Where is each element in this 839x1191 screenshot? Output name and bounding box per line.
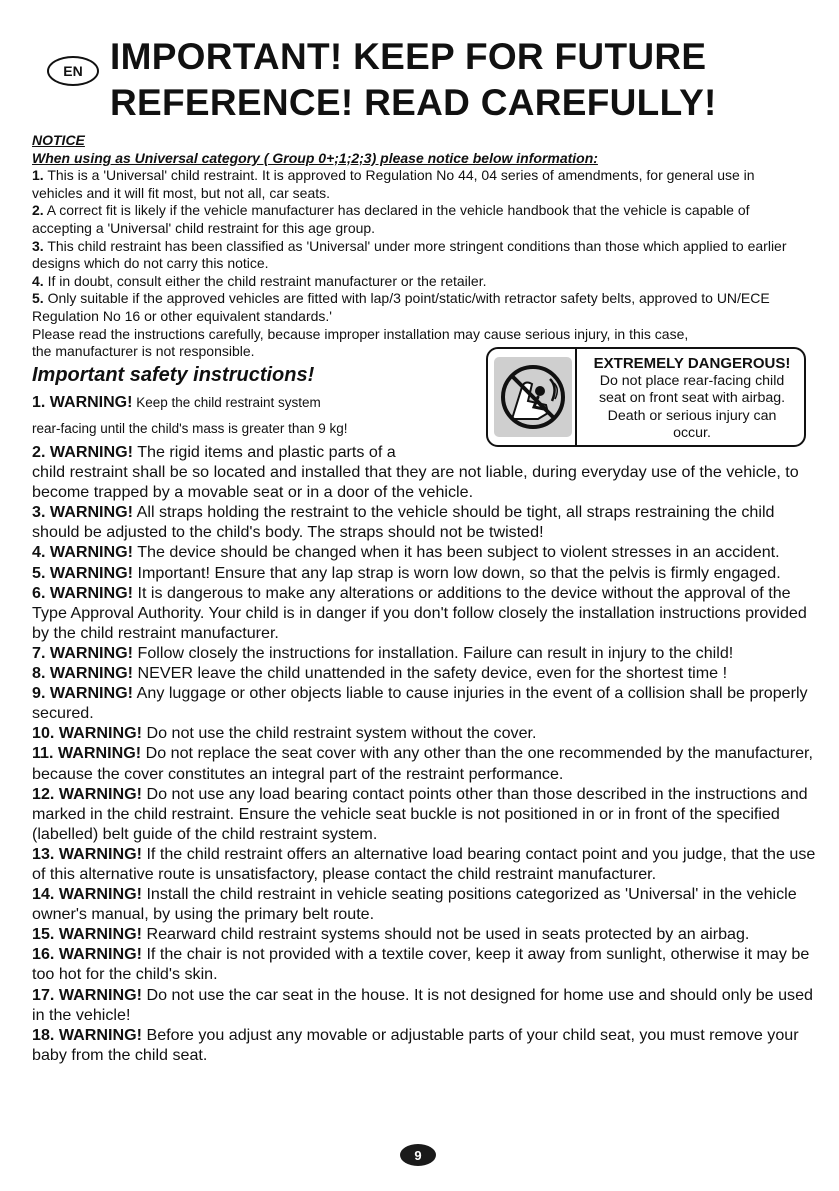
notice-section bbox=[32, 132, 804, 361]
warning-text: NEVER leave the child unattended in the safety device, even for the shortest time ! bbox=[133, 664, 728, 683]
notice-item-text: This is a 'Universal' child restraint. It is approved to Regulation No 44, 04 series of amendments, for general use in vehicles and it will fit most, but not all, car seats. bbox=[32, 167, 755, 201]
notice-item-text: If in doubt, consult either the child restraint manufacturer or the retailer. bbox=[43, 272, 487, 289]
danger-box-line-3: Death or serious injury can bbox=[607, 407, 777, 424]
danger-box-line-1: Do not place rear-facing child bbox=[599, 372, 785, 389]
warning-text-continued: rear-facing until the child's mass is greater than 9 kg! bbox=[32, 421, 348, 436]
warning-text: Do not use any load bearing contact points other than those described in the instructions and marked in the child restraint. Ensure the vehicle seat buckle is not positioned in or in front of the specified (labelled) belt guide of the child restraint system. bbox=[32, 784, 808, 843]
warning-text: The device should be changed when it has been subject to violent stresses in an accident. bbox=[133, 543, 780, 562]
warning-text: If the child restraint offers an alternative load bearing contact point and you judge, that the use of this alternative route is unsatisfactory, please contact the child restraint manufacturer. bbox=[32, 844, 816, 883]
warning-label: 14. WARNING! bbox=[32, 885, 142, 904]
warning-item bbox=[32, 924, 822, 944]
page-title bbox=[110, 34, 830, 126]
notice-item-number: 5. bbox=[32, 290, 44, 307]
warning-label: 6. WARNING! bbox=[32, 583, 134, 602]
notice-item-text: Only suitable if the approved vehicles are fitted with lap/3 point/static/with retractor safety belts, approved to UN/ECE Regulation No 16 or other equivalent standards.' bbox=[32, 290, 770, 324]
warning-text: Rearward child restraint systems should not be used in seats protected by an airbag. bbox=[141, 925, 750, 944]
warning-text: Install the child restraint in vehicle seating positions categorized as 'Universal' in the vehicle owner's manual, by using the primary belt route. bbox=[32, 885, 797, 924]
warning-item bbox=[32, 442, 442, 462]
warning-label: 3. WARNING! bbox=[32, 503, 134, 522]
warning-item bbox=[32, 683, 822, 723]
warning-item bbox=[32, 884, 822, 924]
danger-box-divider bbox=[575, 349, 577, 445]
warning-text: All straps holding the restraint to the vehicle should be tight, all straps restraining the child should be adjusted to the child's body. The straps should not be twisted! bbox=[32, 503, 775, 542]
notice-item bbox=[32, 290, 804, 325]
notice-title: NOTICE bbox=[32, 132, 85, 148]
warning-text: Do not use the child restraint system without the cover. bbox=[141, 724, 537, 743]
warning-label: 9. WARNING! bbox=[32, 684, 134, 703]
warning-text: Follow closely the instructions for installation. Failure can result in injury to the child! bbox=[133, 643, 734, 662]
warning-text: Keep the child restraint system bbox=[132, 395, 321, 410]
danger-box-title: EXTREMELY DANGEROUS! bbox=[593, 355, 791, 372]
warning-item bbox=[32, 663, 822, 683]
notice-item-text: A correct fit is likely if the vehicle manufacturer has declared in the vehicle handbook that the vehicle is capable of accepting a 'Universal' child restraint for this age group. bbox=[32, 202, 750, 236]
warning-item bbox=[32, 944, 822, 984]
warning-label: 18. WARNING! bbox=[32, 1025, 142, 1044]
warnings-list bbox=[32, 442, 822, 1065]
warning-label: 13. WARNING! bbox=[32, 844, 142, 863]
notice-item bbox=[32, 167, 804, 202]
warning-label: 5. WARNING! bbox=[32, 563, 134, 582]
warning-label: 8. WARNING! bbox=[32, 664, 134, 683]
warning-text: It is dangerous to make any alterations or additions to the device without the approval of the Type Approval Authority. Your child is in danger if you don't follow closely the installation instructions provided by the child restraint manufacturer. bbox=[32, 583, 807, 642]
warning-item bbox=[32, 723, 822, 743]
warning-item bbox=[32, 743, 822, 783]
notice-subtitle: When using as Universal category ( Group 0+;1;2;3) please notice below information: bbox=[32, 149, 598, 166]
warning-item bbox=[32, 502, 822, 542]
safety-heading: Important safety instructions! bbox=[32, 364, 315, 386]
warning-label: 11. WARNING! bbox=[32, 744, 142, 763]
danger-box-text bbox=[581, 355, 803, 443]
title-line-1: IMPORTANT! KEEP FOR FUTURE bbox=[110, 36, 707, 77]
notice-item bbox=[32, 202, 804, 237]
notice-item-text: This child restraint has been classified as 'Universal' under more stringent conditions than those which applied to earlier designs which do not carry this notice. bbox=[32, 237, 787, 272]
language-badge: EN bbox=[47, 56, 99, 86]
warning-item bbox=[32, 1025, 822, 1065]
notice-item-number: 4. bbox=[32, 272, 44, 289]
warning-item bbox=[32, 643, 822, 663]
warning-item bbox=[32, 844, 822, 884]
notice-closing-line-2: the manufacturer is not responsible. bbox=[32, 343, 255, 360]
warning-item bbox=[32, 784, 822, 844]
warning-label: 7. WARNING! bbox=[32, 643, 134, 662]
warning-text: child restraint shall be so located and installed that they are not liable, during everyday use of the vehicle, to become trapped by a movable seat or in a door of the vehicle. bbox=[32, 463, 799, 502]
warning-label: 1. WARNING! bbox=[32, 394, 133, 411]
notice-item-number: 1. bbox=[32, 167, 44, 184]
danger-box-line-4: occur. bbox=[673, 425, 711, 442]
warning-text: Before you adjust any movable or adjustable parts of your child seat, you must remove your baby from the child seat. bbox=[32, 1025, 799, 1064]
warning-text: If the chair is not provided with a textile cover, keep it away from sunlight, otherwise it may be too hot for the child's skin. bbox=[32, 945, 810, 984]
warning-item bbox=[32, 985, 822, 1025]
warning-1 bbox=[32, 393, 472, 439]
warning-label: 4. WARNING! bbox=[32, 543, 134, 562]
warning-text: Any luggage or other objects liable to cause injuries in the event of a collision shall be properly secured. bbox=[32, 684, 808, 723]
notice-item bbox=[32, 238, 804, 273]
warning-label: 12. WARNING! bbox=[32, 784, 142, 803]
warning-text: The rigid items and plastic parts of a bbox=[133, 443, 396, 461]
warning-label: 17. WARNING! bbox=[32, 985, 142, 1004]
notice-item bbox=[32, 273, 804, 291]
warning-label: 2. WARNING! bbox=[32, 443, 134, 461]
title-line-2: REFERENCE! READ CAREFULLY! bbox=[110, 82, 717, 123]
notice-item-number: 3. bbox=[32, 237, 44, 254]
warning-text: Do not replace the seat cover with any other than the one recommended by the manufacturer, because the cover constitutes an integral part of the restraint performance. bbox=[32, 744, 813, 783]
notice-item-number: 2. bbox=[32, 202, 44, 219]
warning-label: 16. WARNING! bbox=[32, 945, 142, 964]
warning-label: 15. WARNING! bbox=[32, 925, 142, 944]
warning-item bbox=[32, 542, 822, 562]
warning-text: Important! Ensure that any lap strap is worn low down, so that the pelvis is firmly engaged. bbox=[133, 563, 781, 582]
notice-closing-line-1: Please read the instructions carefully, because improper installation may cause serious injury, in this case, bbox=[32, 325, 689, 342]
danger-box-line-2: seat on front seat with airbag. bbox=[598, 390, 786, 407]
warning-text: Do not use the car seat in the house. It is not designed for home use and should only be used in the vehicle! bbox=[32, 985, 813, 1024]
warning-item bbox=[32, 583, 822, 643]
warning-label: 10. WARNING! bbox=[32, 724, 142, 743]
airbag-danger-box bbox=[486, 347, 806, 447]
page-number: 9 bbox=[400, 1144, 436, 1166]
no-rear-facing-seat-airbag-icon bbox=[494, 357, 572, 437]
warning-item bbox=[32, 462, 822, 502]
warning-item bbox=[32, 563, 822, 583]
